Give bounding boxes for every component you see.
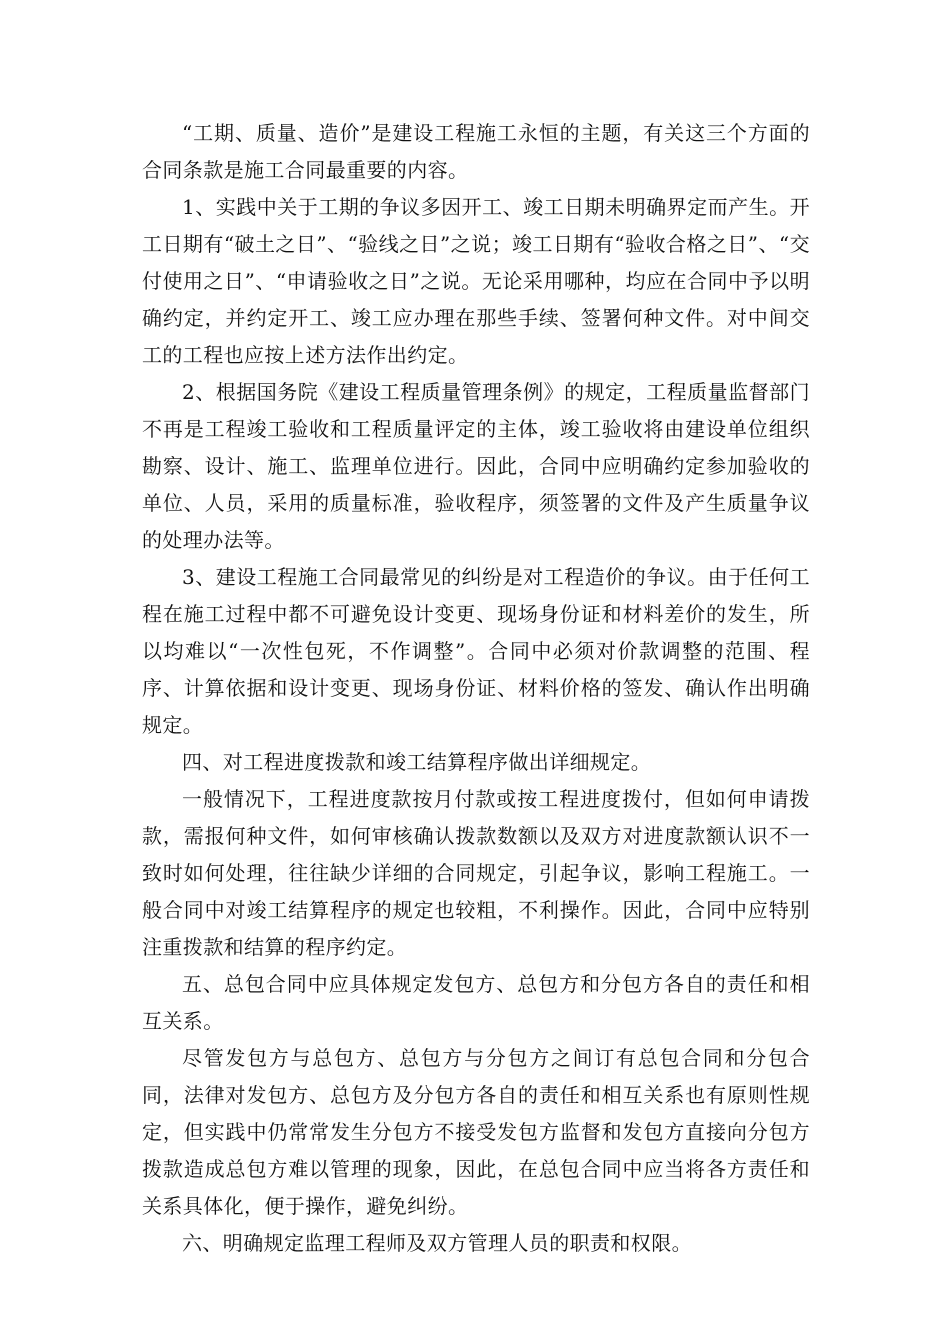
section-heading-6: 六、明确规定监理工程师及双方管理人员的职责和权限。 bbox=[182, 1231, 692, 1255]
section-heading-5: 五、总包合同中应具体规定发包方、总包方和分包方各自的责任和相互关系。 bbox=[142, 972, 810, 1033]
paragraph-item-3-cost: 3、建设工程施工合同最常见的纠纷是对工程造价的争议。由于任何工程在施工过程中都不可避免设计变更、现场身份证和材料差价的发生，所以均难以“一次性包死，不作调整”。合同中必须对价款调整的范围、程序、计算依据和设计变更、现场身份证、材料价格的签发、确认作出明确规定。 bbox=[142, 565, 810, 737]
paragraph-progress-payment: 一般情况下，工程进度款按月付款或按工程进度拨付，但如何申请拨款，需报何种文件，如何审核确认拨款数额以及双方对进度款额认识不一致时如何处理，往往缺少详细的合同规定，引起争议，影响工程施工。一般合同中对竣工结算程序的规定也较粗，不利操作。因此，合同中应特别注重拨款和结算的程序约定。 bbox=[142, 787, 810, 959]
paragraph-subcontract: 尽管发包方与总包方、总包方与分包方之间订有总包合同和分包合同，法律对发包方、总包方及分包方各自的责任和相互关系也有原则性规定，但实践中仍常常发生分包方不接受发包方监督和发包方直接向分包方拨款造成总包方难以管理的现象，因此，在总包合同中应当将各方责任和关系具体化，便于操作，避免纠纷。 bbox=[142, 1046, 810, 1218]
document-body bbox=[142, 115, 810, 1262]
paragraph-intro: “工期、质量、造价”是建设工程施工永恒的主题，有关这三个方面的合同条款是施工合同最重要的内容。 bbox=[142, 121, 810, 182]
section-heading-4: 四、对工程进度拨款和竣工结算程序做出详细规定。 bbox=[182, 750, 652, 774]
paragraph-item-2-quality: 2、根据国务院《建设工程质量管理条例》的规定，工程质量监督部门不再是工程竣工验收和工程质量评定的主体，竣工验收将由建设单位组织勘察、设计、施工、监理单位进行。因此，合同中应明确约定参加验收的单位、人员，采用的质量标准，验收程序，须签署的文件及产生质量争议的处理办法等。 bbox=[142, 380, 810, 552]
paragraph-item-1-schedule: 1、实践中关于工期的争议多因开工、竣工日期未明确界定而产生。开工日期有“破土之日”、“验线之日”之说；竣工日期有“验收合格之日”、“交付使用之日”、“申请验收之日”之说。无论采用哪种，均应在合同中予以明确约定，并约定开工、竣工应办理在那些手续、签署何种文件。对中间交工的工程也应按上述方法作出约定。 bbox=[142, 195, 810, 367]
